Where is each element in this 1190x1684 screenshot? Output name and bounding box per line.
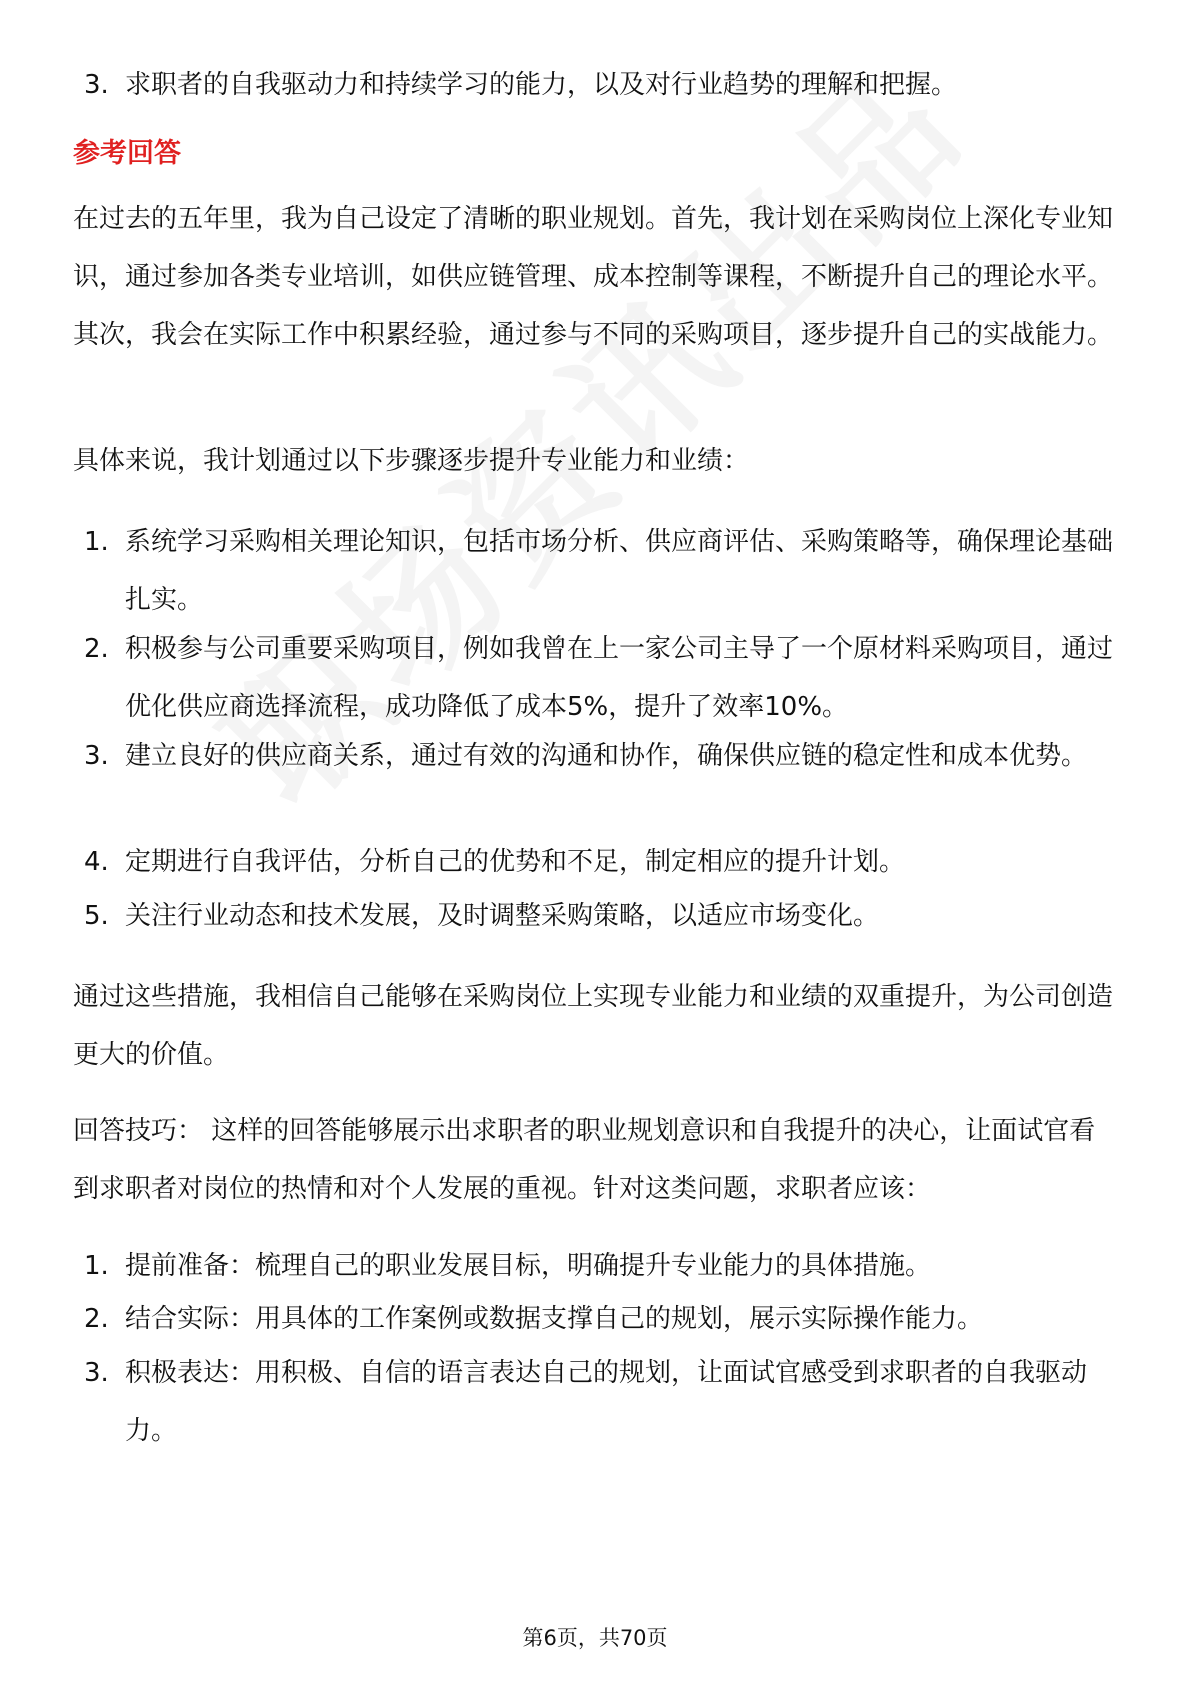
section-heading: 参考回答 <box>73 138 181 169</box>
paragraph-tips: 回答技巧： 这样的回答能够展示出求职者的职业规划意识和自我提升的决心，让面试官看到求职者对岗位的热情和对个人发展的重视。针对这类问题，求职者应该： <box>73 1116 1096 1204</box>
list-number: 1. <box>84 527 109 557</box>
page-footer: 第6页，共70页 <box>522 1626 668 1650</box>
list-text: 关注行业动态和技术发展，及时调整采购策略，以适应市场变化。 <box>125 901 880 931</box>
list-text: 积极参与公司重要采购项目，例如我曾在上一家公司主导了一个原材料采购项目，通过优化供应商选择流程，成功降低了成本5%，提升了效率10%。 <box>125 634 1114 722</box>
list-text: 系统学习采购相关理论知识，包括市场分析、供应商评估、采购策略等，确保理论基础扎实。 <box>125 527 1114 615</box>
list-number: 3. <box>84 741 109 771</box>
list-number: 2. <box>84 634 109 664</box>
list-text: 结合实际：用具体的工作案例或数据支撑自己的规划，展示实际操作能力。 <box>125 1304 984 1334</box>
paragraph-steps-intro: 具体来说，我计划通过以下步骤逐步提升专业能力和业绩： <box>73 446 750 476</box>
list-number: 5. <box>84 901 109 931</box>
list-text: 建立良好的供应商关系，通过有效的沟通和协作，确保供应链的稳定性和成本优势。 <box>125 741 1088 771</box>
list-number: 1. <box>84 1251 109 1281</box>
list-number: 2. <box>84 1304 109 1334</box>
paragraph-conclusion: 通过这些措施，我相信自己能够在采购岗位上实现专业能力和业绩的双重提升，为公司创造更大的价值。 <box>73 982 1114 1070</box>
list-text: 定期进行自我评估，分析自己的优势和不足，制定相应的提升计划。 <box>125 847 906 877</box>
list-number: 4. <box>84 847 109 877</box>
list-text: 求职者的自我驱动力和持续学习的能力，以及对行业趋势的理解和把握。 <box>125 70 958 100</box>
list-number: 3. <box>84 70 109 100</box>
list-text: 提前准备：梳理自己的职业发展目标，明确提升专业能力的具体措施。 <box>125 1251 932 1281</box>
list-number: 3. <box>84 1358 109 1388</box>
paragraph-intro: 在过去的五年里，我为自己设定了清晰的职业规划。首先，我计划在采购岗位上深化专业知识，通过参加各类专业培训，如供应链管理、成本控制等课程，不断提升自己的理论水平。其次，我会在实际工作中积累经验，通过参与不同的采购项目，逐步提升自己的实战能力。 <box>73 204 1114 350</box>
list-text: 积极表达：用积极、自信的语言表达自己的规划，让面试官感受到求职者的自我驱动力。 <box>125 1358 1088 1446</box>
